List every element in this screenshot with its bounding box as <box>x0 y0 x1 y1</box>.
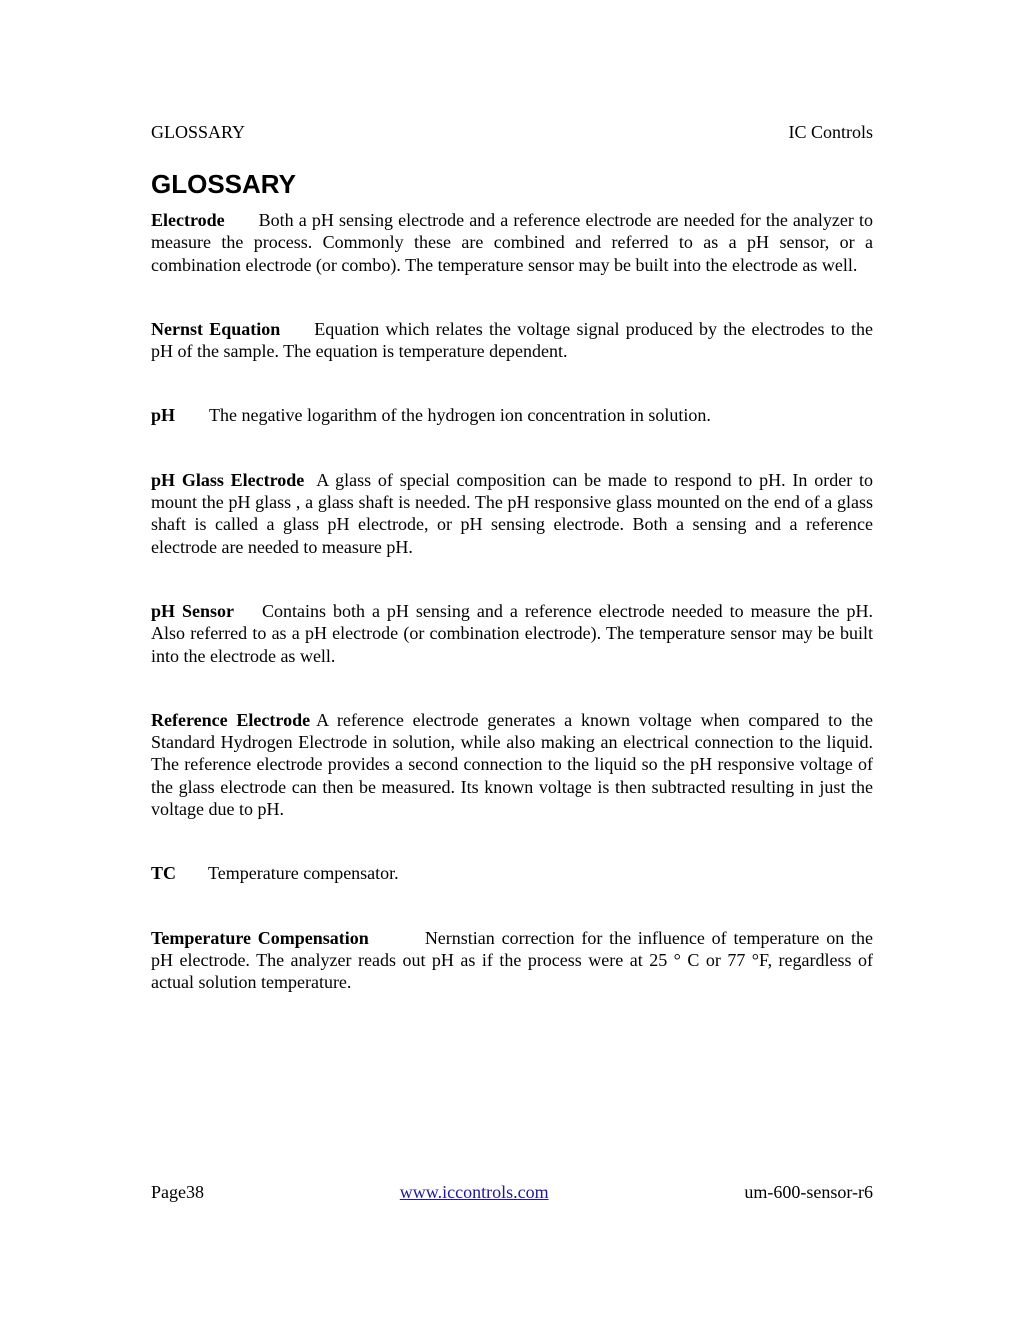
glossary-entry-reference-electrode <box>151 709 873 820</box>
document-id: um-600-sensor-r6 <box>744 1182 873 1202</box>
header-section-name: GLOSSARY <box>151 122 246 142</box>
glossary-definition: Nernstian correction for the influence of temperature on the pH electrode. The analyzer reads out pH as if the process were at 25 ° C or 77 °F, regardless of actual solution temperature. <box>151 927 874 993</box>
glossary-entry-ph-glass-electrode <box>151 469 873 558</box>
glossary-definition: The negative logarithm of the hydrogen ion concentration in solution. <box>209 405 711 426</box>
glossary-definition: A glass of special composition can be made to respond to pH. In order to mount the pH glass , a glass shaft is needed. The pH responsive glass mounted on the end of a glass shaft is called a glass pH electrode, or pH sensing electrode. Both a sensing and a reference electrode are needed to measure pH. <box>151 469 873 557</box>
glossary-entry-nernst-equation <box>151 318 873 363</box>
glossary-entry-tc <box>151 862 873 884</box>
glossary-definition: Temperature compensator. <box>208 863 399 884</box>
glossary-entry-ph <box>151 404 873 426</box>
running-header <box>151 121 873 143</box>
glossary-term: Reference Electrode <box>151 709 311 730</box>
glossary-entry-electrode <box>151 209 873 276</box>
running-footer <box>151 1181 873 1203</box>
glossary-term: pH Glass Electrode <box>151 469 305 490</box>
page-title: GLOSSARY <box>151 169 296 199</box>
glossary-entry-ph-sensor <box>151 600 873 667</box>
glossary-term: TC <box>151 863 177 884</box>
glossary-term: Temperature Compensation <box>151 927 369 948</box>
page-number: Page38 <box>151 1182 204 1202</box>
glossary-definition: Equation which relates the voltage signal produced by the electrodes to the pH of the sample. The equation is temperature dependent. <box>151 318 873 362</box>
document-page <box>151 0 873 1325</box>
glossary-term: pH Sensor <box>151 600 234 621</box>
glossary-definition: Contains both a pH sensing and a reference electrode needed to measure the pH. Also referred to as a pH electrode (or combination electrode). The temperature sensor may be built into the electrode as well. <box>151 600 873 666</box>
glossary-definition: Both a pH sensing electrode and a reference electrode are needed for the analyzer to measure the process. Commonly these are combined and referred to as a pH sensor, or a combination electrode (or combo). The temperature sensor may be built into the electrode as well. <box>151 210 873 275</box>
website-link[interactable]: www.iccontrols.com <box>399 1182 549 1202</box>
glossary-term: Electrode <box>151 210 225 230</box>
header-company-name: IC Controls <box>788 122 873 142</box>
glossary-entry-temperature-compensation <box>151 927 873 994</box>
glossary-term: pH <box>151 405 176 426</box>
glossary-definition: A reference electrode generates a known voltage when compared to the Standard Hydrogen Electrode in solution, while also making an electrical connection to the liquid. The reference electrode provides a second connection to the liquid so the pH responsive voltage of the glass electrode can then be measured. Its known voltage is then subtracted resulting in just the voltage due to pH. <box>151 709 873 820</box>
glossary-term: Nernst Equation <box>151 318 281 339</box>
glossary-list <box>151 209 873 1036</box>
